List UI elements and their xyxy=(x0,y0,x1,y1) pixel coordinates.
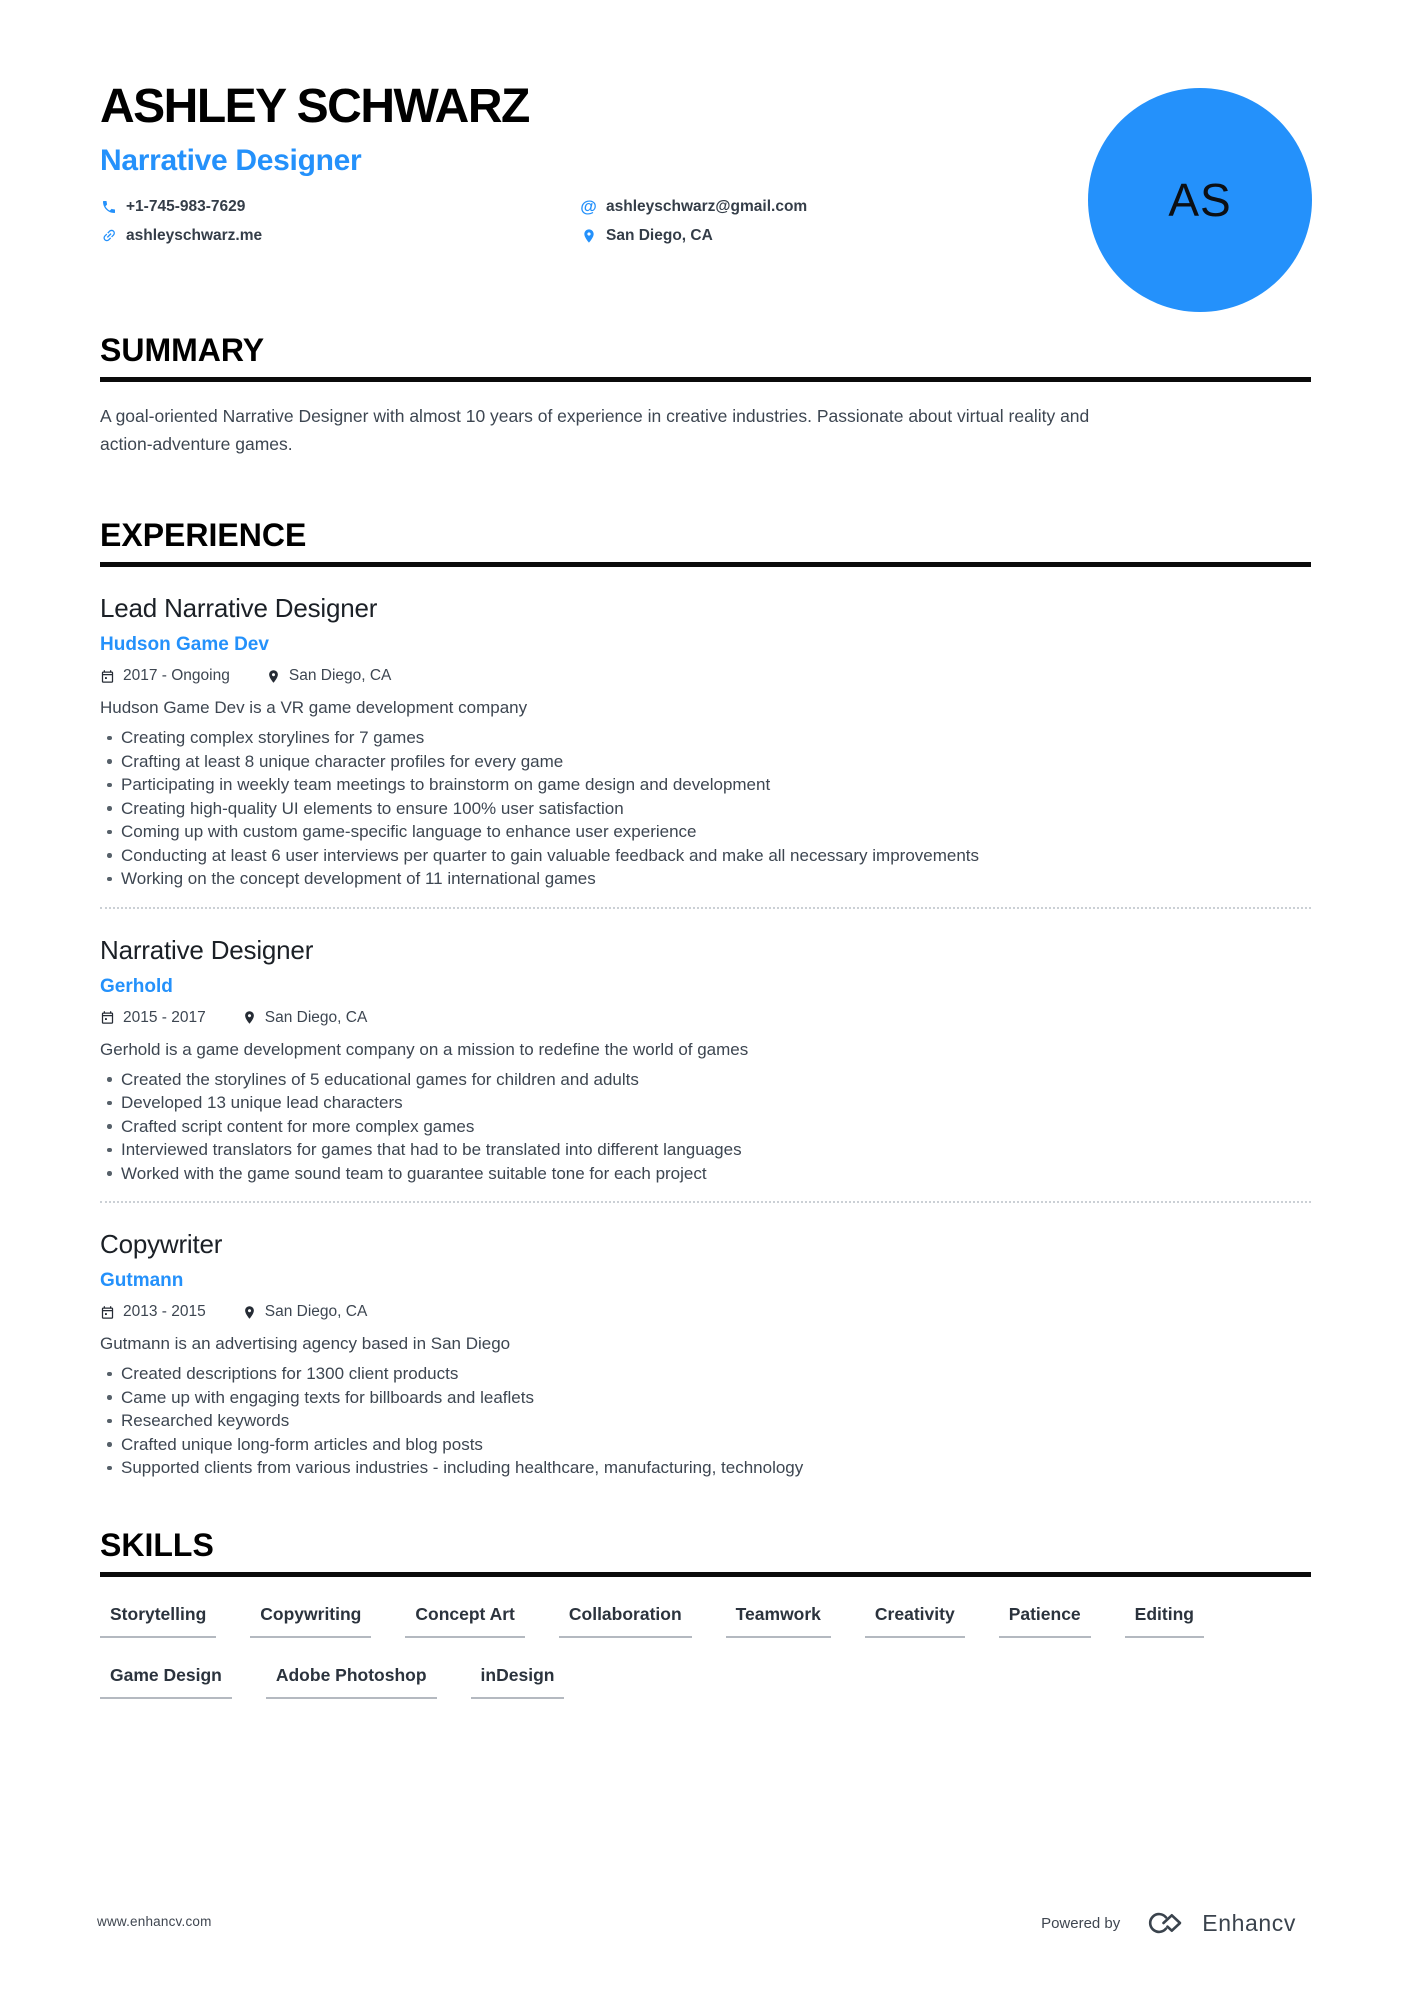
job-bullet: Supported clients from various industries - including healthcare, manufacturing, technology xyxy=(100,1456,1311,1480)
job-bullet: Came up with engaging texts for billboards and leaflets xyxy=(100,1386,1311,1410)
skills-row xyxy=(100,1604,1311,1638)
experience-section xyxy=(100,518,1311,1480)
candidate-name: ASHLEY SCHWARZ xyxy=(100,80,529,133)
job-bullet: Coming up with custom game-specific language to enhance user experience xyxy=(100,820,1311,844)
skill-tag: Storytelling xyxy=(100,1604,216,1638)
job-entry xyxy=(100,935,1311,1204)
job-location xyxy=(242,1303,368,1321)
brand-name: Enhancv xyxy=(1202,1909,1296,1936)
job-bullet-list xyxy=(100,1362,1311,1480)
skill-tag: Teamwork xyxy=(726,1604,831,1638)
job-location xyxy=(266,667,392,685)
job-bullet: Developed 13 unique lead characters xyxy=(100,1091,1311,1115)
job-location xyxy=(242,1009,368,1027)
job-description: Gerhold is a game development company on a mission to redefine the world of games xyxy=(100,1039,749,1059)
skill-tag: Creativity xyxy=(865,1604,965,1638)
skill-tag: inDesign xyxy=(471,1665,565,1699)
contact-location-text: San Diego, CA xyxy=(606,226,713,244)
job-location-text: San Diego, CA xyxy=(264,1303,368,1321)
job-bullet-list xyxy=(100,1068,1311,1186)
job-description: Gutmann is an advertising agency based in San Diego xyxy=(100,1334,511,1354)
summary-section xyxy=(100,333,1311,458)
job-bullet: Crafted unique long-form articles and blog posts xyxy=(100,1433,1311,1457)
calendar-icon xyxy=(100,1305,115,1320)
job-dates-text: 2017 - Ongoing xyxy=(123,667,230,685)
job-bullet-list xyxy=(100,726,1311,891)
job-dates-text: 2013 - 2015 xyxy=(123,1303,206,1321)
skill-tag: Concept Art xyxy=(405,1604,525,1638)
skills-section xyxy=(100,1528,1311,1699)
summary-text: A goal-oriented Narrative Designer with almost 10 years of experience in creative industries. Passionate about virtual reality and action-adventure games. xyxy=(100,405,1090,454)
skill-tag: Copywriting xyxy=(250,1604,371,1638)
section-rule xyxy=(100,377,1311,382)
job-bullet: Crafted script content for more complex games xyxy=(100,1115,1311,1139)
job-bullet: Creating high-quality UI elements to ensure 100% user satisfaction xyxy=(100,797,1311,821)
candidate-headline: Narrative Designer xyxy=(100,143,362,177)
job-entry xyxy=(100,593,1311,909)
job-meta xyxy=(100,667,1311,685)
skill-tag: Adobe Photoshop xyxy=(266,1665,437,1699)
job-bullet: Interviewed translators for games that had to be translated into different languages xyxy=(100,1138,1311,1162)
section-rule xyxy=(100,1572,1311,1577)
job-dates-text: 2015 - 2017 xyxy=(123,1008,206,1026)
job-company: Gutmann xyxy=(100,1270,184,1292)
job-bullet: Created the storylines of 5 educational games for children and adults xyxy=(100,1068,1311,1092)
job-description: Hudson Game Dev is a VR game development company xyxy=(100,698,528,718)
contact-phone xyxy=(100,198,580,216)
skill-tag: Collaboration xyxy=(559,1604,692,1638)
location-pin-icon xyxy=(242,1010,257,1025)
phone-icon xyxy=(100,198,117,215)
footer-site-link[interactable]: www.enhancv.com xyxy=(97,1914,212,1929)
job-bullet: Crafting at least 8 unique character profiles for every game xyxy=(100,750,1311,774)
calendar-icon xyxy=(100,1010,115,1025)
section-rule xyxy=(100,562,1311,567)
job-divider xyxy=(100,1201,1311,1203)
skill-tag: Game Design xyxy=(100,1665,232,1699)
job-meta xyxy=(100,1009,1311,1027)
contact-website[interactable] xyxy=(100,227,580,245)
job-bullet: Worked with the game sound team to guarantee suitable tone for each project xyxy=(100,1162,1311,1186)
skills-row xyxy=(100,1665,1311,1699)
link-icon xyxy=(96,224,120,248)
calendar-icon xyxy=(100,669,115,684)
experience-heading: EXPERIENCE xyxy=(100,516,307,553)
contact-website-text[interactable]: ashleyschwarz.me xyxy=(126,226,263,244)
job-divider xyxy=(100,907,1311,909)
job-location-text: San Diego, CA xyxy=(264,1008,368,1026)
location-pin-icon xyxy=(580,227,597,244)
avatar xyxy=(1088,88,1312,312)
job-entry xyxy=(100,1229,1311,1480)
job-bullet: Creating complex storylines for 7 games xyxy=(100,726,1311,750)
job-company: Gerhold xyxy=(100,975,173,997)
job-dates xyxy=(100,1303,206,1321)
avatar-initials: AS xyxy=(1168,174,1232,226)
job-bullet: Researched keywords xyxy=(100,1409,1311,1433)
enhancv-logo-icon xyxy=(1142,1909,1188,1937)
job-title: Narrative Designer xyxy=(100,934,314,965)
job-dates xyxy=(100,1009,206,1027)
job-dates xyxy=(100,667,230,685)
location-pin-icon xyxy=(242,1305,257,1320)
summary-heading: SUMMARY xyxy=(100,331,265,368)
job-title: Lead Narrative Designer xyxy=(100,593,378,624)
job-location-text: San Diego, CA xyxy=(288,667,392,685)
skill-tag: Patience xyxy=(999,1604,1091,1638)
job-title: Copywriter xyxy=(100,1229,223,1260)
location-pin-icon xyxy=(266,669,281,684)
contact-email-text[interactable]: ashleyschwarz@gmail.com xyxy=(606,197,808,215)
job-bullet: Created descriptions for 1300 client products xyxy=(100,1362,1311,1386)
powered-by-label: Powered by xyxy=(1041,1914,1121,1932)
job-bullet: Participating in weekly team meetings to brainstorm on game design and development xyxy=(100,773,1311,797)
footer-brand[interactable] xyxy=(1041,1909,1296,1937)
job-company: Hudson Game Dev xyxy=(100,634,269,656)
contact-phone-text: +1-745-983-7629 xyxy=(126,197,246,215)
skills-heading: SKILLS xyxy=(100,1526,214,1563)
job-meta xyxy=(100,1303,1311,1321)
skill-tag: Editing xyxy=(1125,1604,1204,1638)
resume-header xyxy=(100,81,1311,249)
at-icon: @ xyxy=(580,197,597,217)
job-bullet: Working on the concept development of 11 international games xyxy=(100,867,1311,891)
job-bullet: Conducting at least 6 user interviews per quarter to gain valuable feedback and make all necessary improvements xyxy=(100,844,1311,868)
